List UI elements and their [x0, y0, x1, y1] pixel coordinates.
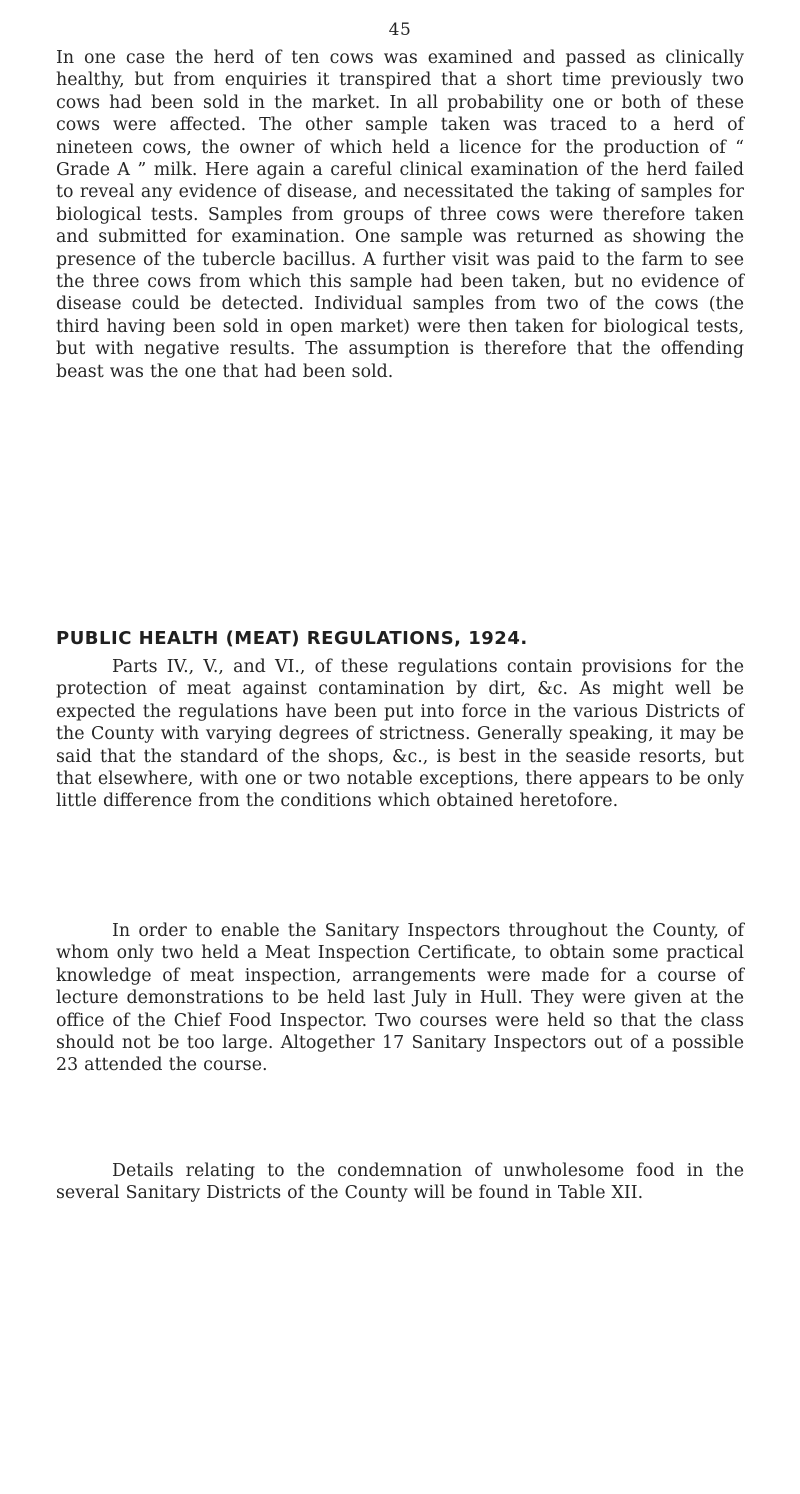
section-heading: PUBLIC HEALTH (MEAT) REGULATIONS, 1924. — [56, 628, 528, 649]
paragraph-text: Parts IV., V., and VI., of these regulations contain provisions for the protection of meat against contamination by dirt, &c. As might well be expected the regulations have been put into force in the various Districts of the County with varying degrees of strictness. Generally speaking, it may be said that the standard of the shops, &c., is best in the seaside resorts, but that elsewhere, with one or two notable exceptions, there appears to be only little difference from the conditions which obtained heretofore. — [56, 657, 744, 812]
page-number: 45 — [388, 20, 412, 40]
paragraph-regulations — [56, 656, 744, 813]
paragraph-inspectors-course — [56, 920, 744, 1077]
paragraph-text: Details relating to the condemnation of unwholesome food in the several Sanitary Districts of the County will be found in Table XII. — [56, 1161, 744, 1204]
paragraph-text: In order to enable the Sanitary Inspectors throughout the County, of whom only two held a Meat Inspection Certificate, to obtain some practical knowledge of meat inspection, arrangements were made for a course of lecture demonstrations to be held last July in Hull. They were given at the office of the Chief Food Inspector. Two courses were held so that the class should not be too large. Altogether 17 Sanitary Inspectors out of a possible 23 attended the course. — [56, 921, 744, 1076]
paragraph-condemnation — [56, 1160, 744, 1205]
paragraph-herd-examination — [56, 47, 744, 383]
paragraph-text: In one case the herd of ten cows was examined and passed as clinically healthy, but from enquiries it transpired that a short time previously two cows had been sold in the market. In all probability one or both of these cows were affected. The other sample taken was traced to a herd of nineteen cows, the owner of which held a licence for the production of “ Grade A ” milk. Here again a careful clinical examination of the herd failed to reveal any evidence of disease, and necessitated the taking of samples for biological tests. Samples from groups of three cows were therefore taken and submitted for examination. One sample was returned as showing the presence of the tubercle bacillus. A further visit was paid to the farm to see the three cows from which this sample had been taken, but no evidence of disease could be detected. Individual samples from two of the cows (the third having been sold in open market) were then taken for biological tests, but with negative results. The assumption is therefore that the offending beast was the one that had been sold. — [56, 48, 744, 382]
